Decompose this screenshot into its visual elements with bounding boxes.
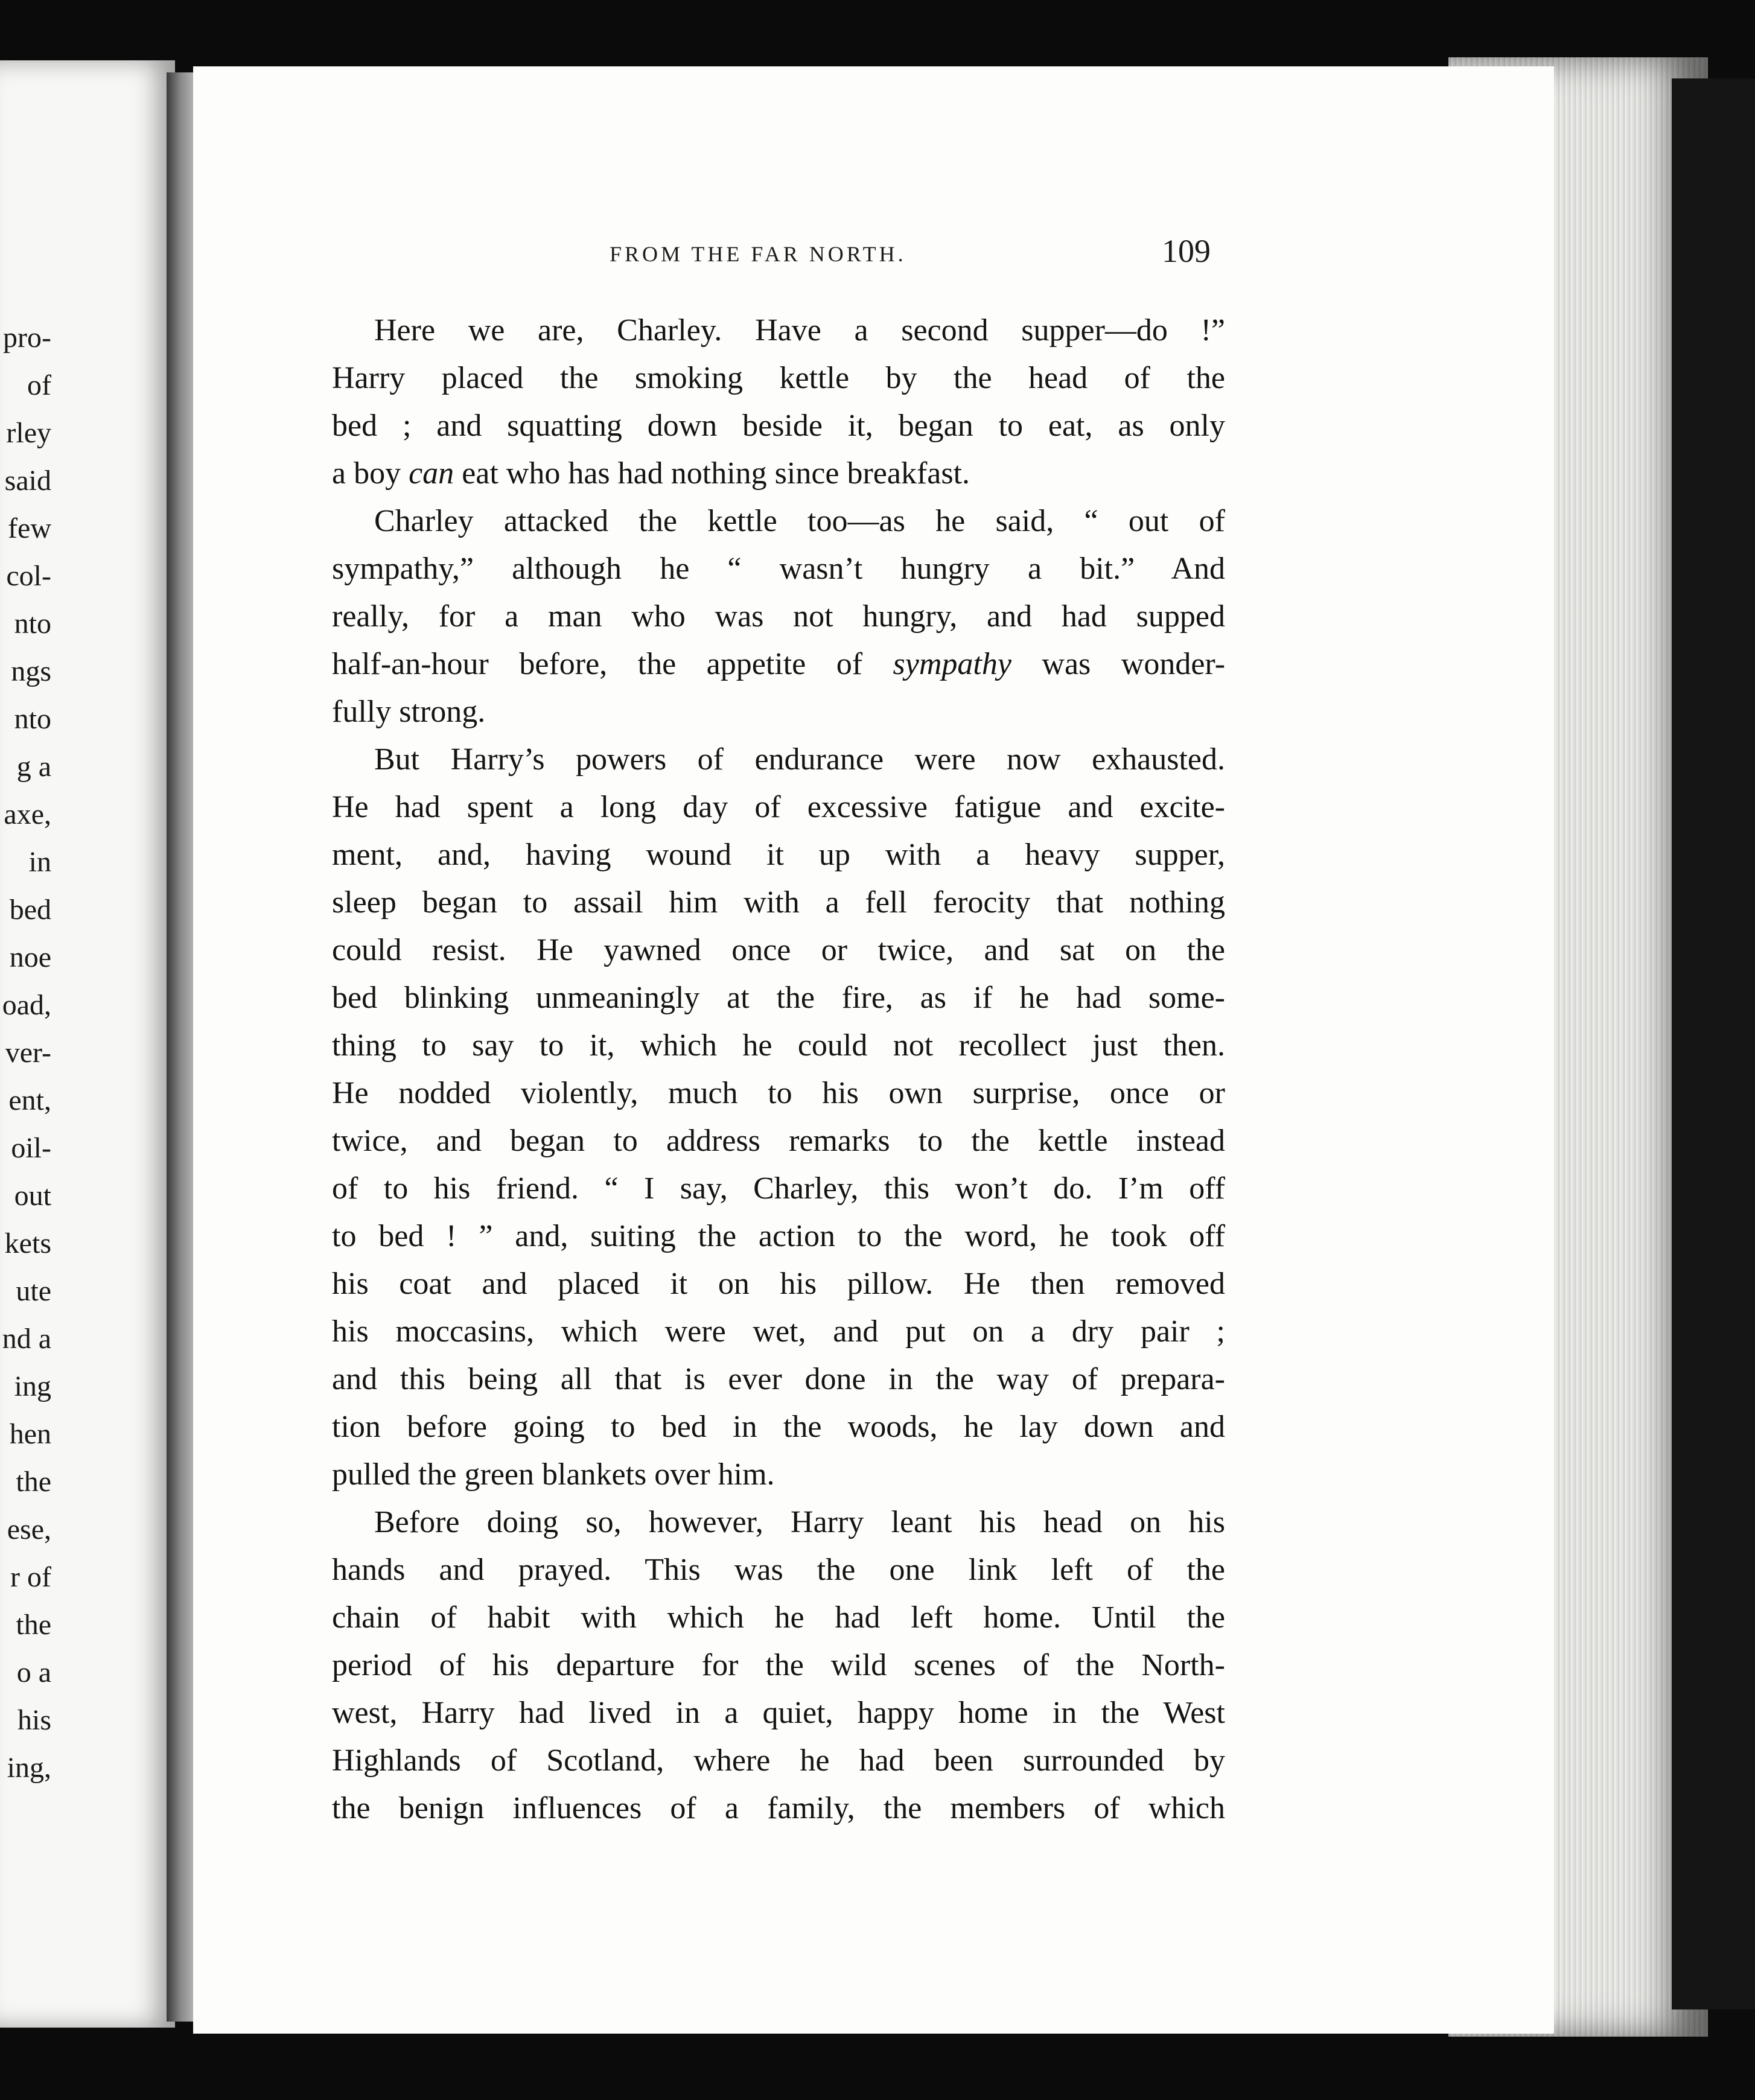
text-line: sympathy,” although he “ wasn’t hungry a bit.” And xyxy=(332,552,1225,586)
text-line: to bed ! ” and, suiting the action to the word, he took off xyxy=(332,1219,1225,1253)
left-page-line-end: out xyxy=(14,1180,51,1212)
left-page-line-end: few xyxy=(8,512,51,544)
left-page-line-end: of xyxy=(27,369,51,401)
left-page-line-end: ent, xyxy=(8,1084,51,1116)
left-page-line-end: the xyxy=(16,1609,51,1641)
text-line xyxy=(332,450,1225,497)
text-line: his moccasins, which were wet, and put on a dry pair ; xyxy=(332,1314,1225,1349)
text-line: tion before going to bed in the woods, he lay down and xyxy=(332,1410,1225,1444)
text-line: bed blinking unmeaningly at the fire, as if he had some- xyxy=(332,981,1225,1015)
left-page-line-end: his xyxy=(17,1704,51,1736)
left-page-line-end: ing xyxy=(14,1370,51,1402)
text-segment: a boy xyxy=(332,456,409,491)
left-page-line-end: in xyxy=(28,846,51,878)
text-line: the benign influences of a family, the members of which xyxy=(332,1791,1225,1825)
text-segment: was wonder- xyxy=(1011,647,1225,681)
body-text xyxy=(332,307,1225,1832)
text-line: sleep began to assail him with a fell ferocity that nothing xyxy=(332,885,1225,920)
text-line: really, for a man who was not hungry, and had supped xyxy=(332,599,1225,634)
left-page-line-end: axe, xyxy=(4,798,51,830)
text-line: could resist. He yawned once or twice, and sat on the xyxy=(332,933,1225,967)
text-line: period of his departure for the wild scenes of the North- xyxy=(332,1648,1225,1682)
left-page-line-end: ese, xyxy=(7,1513,51,1545)
left-page-text xyxy=(0,314,51,1792)
text-line: ment, and, having wound it up with a heavy supper, xyxy=(332,838,1225,872)
left-page-line-end: hen xyxy=(9,1418,51,1450)
left-page-line-end: oil- xyxy=(11,1132,51,1164)
left-page-line-end: nd a xyxy=(2,1323,51,1355)
left-page-line-end: said xyxy=(4,465,51,497)
left-page xyxy=(0,60,175,2028)
left-page-line-end: bed xyxy=(9,894,51,926)
text-line: Harry placed the smoking kettle by the head of the xyxy=(332,361,1225,395)
text-line: his coat and placed it on his pillow. He then removed xyxy=(332,1267,1225,1301)
text-segment: half-an-hour before, the appetite of xyxy=(332,647,893,681)
text-segment: eat who has had nothing since breakfast. xyxy=(454,456,970,491)
text-line: hands and prayed. This was the one link left of the xyxy=(332,1553,1225,1587)
text-line: But Harry’s powers of endurance were now exhausted. xyxy=(374,742,1225,777)
left-page-line-end: kets xyxy=(4,1227,51,1259)
left-page-line-end: nto xyxy=(14,608,51,640)
text-line: Before doing so, however, Harry leant his head on his xyxy=(374,1505,1225,1539)
text-line: and this being all that is ever done in the way of prepara- xyxy=(332,1362,1225,1396)
book-cover-edge xyxy=(1672,78,1755,2009)
text-line: bed ; and squatting down beside it, began to eat, as only xyxy=(332,409,1225,443)
left-page-line-end: nto xyxy=(14,703,51,735)
text-line xyxy=(332,640,1225,688)
left-page-line-end: pro- xyxy=(3,322,51,354)
text-line: Highlands of Scotland, where he had been surrounded by xyxy=(332,1743,1225,1778)
left-page-line-end: noe xyxy=(9,941,51,973)
text-line: twice, and began to address remarks to the kettle instead xyxy=(332,1124,1225,1158)
left-page-line-end: ute xyxy=(16,1275,51,1307)
left-page-line-end: ing, xyxy=(7,1752,51,1784)
page-number: 109 xyxy=(1162,233,1211,269)
left-page-line-end: rley xyxy=(6,417,51,449)
left-page-line-end: o a xyxy=(16,1656,51,1688)
left-page-line-end: the xyxy=(16,1466,51,1498)
running-head: FROM THE FAR NORTH. xyxy=(610,242,906,266)
text-line: He nodded violently, much to his own surprise, once or xyxy=(332,1076,1225,1110)
text-line: thing to say to it, which he could not recollect just then. xyxy=(332,1028,1225,1063)
text-line: of to his friend. “ I say, Charley, this won’t do. I’m off xyxy=(332,1171,1225,1206)
left-page-line-end: r of xyxy=(10,1561,51,1593)
text-line: chain of habit with which he had left home. Until the xyxy=(332,1600,1225,1635)
left-page-line-end: oad, xyxy=(2,989,51,1021)
left-page-line-end: col- xyxy=(6,560,51,592)
italic-word: sympathy xyxy=(893,647,1011,681)
text-line: Here we are, Charley. Have a second supper—do !” xyxy=(374,313,1225,348)
text-line: fully strong. xyxy=(332,695,486,729)
left-page-line-end: g a xyxy=(16,751,51,783)
text-line: Charley attacked the kettle too—as he said, “ out of xyxy=(374,504,1225,538)
italic-word: can xyxy=(409,456,454,491)
text-line: pulled the green blankets over him. xyxy=(332,1457,775,1492)
text-line: west, Harry had lived in a quiet, happy home in the West xyxy=(332,1696,1225,1730)
left-page-line-end: ngs xyxy=(11,655,51,687)
left-page-line-end: ver- xyxy=(5,1037,51,1069)
text-line: He had spent a long day of excessive fatigue and excite- xyxy=(332,790,1225,824)
